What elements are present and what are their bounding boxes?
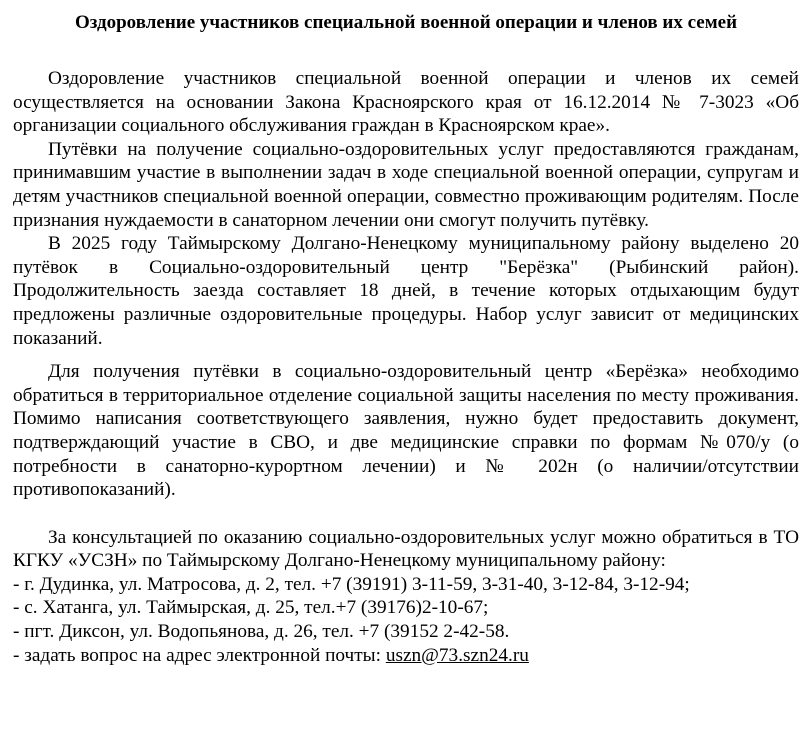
contact-line-khatanga: - с. Хатанга, ул. Таймырская, д. 25, тел.+7 (39176)2-10-67; xyxy=(13,597,489,619)
spacer xyxy=(13,350,799,360)
paragraph-eligibility: Путёвки на получение социально-оздоровительных услуг предоставляются гражданам, принимавшим участие в выполнении задач в ходе специальной военной операции, супругам и детям участников специальной военной операции, совместно проживающим родителям. После признания нуждаемости в санаторном лечении они смогут получить путёвку. xyxy=(13,138,799,231)
paragraph-documents: Для получения путёвки в социально-оздоровительный центр «Берёзка» необходимо обратиться в территориальное отделение социальной защиты населения по месту проживания. Помимо написания соответствующего заявления, нужно будет предоставить документ, подтверждающий участие в СВО, и две медицинские справки по формам №070/у (о потребности в санаторно-курортном лечении) и № 202н (о наличии/отсутствии противопоказаний). xyxy=(13,361,799,501)
contact-line-dikson: - пгт. Диксон, ул. Водопьянова, д. 26, тел. +7 (39152 2-42-58. xyxy=(13,621,510,643)
contact-line-dudinka: - г. Дудинка, ул. Матросова, д. 2, тел. +7 (39191) 3-11-59, 3-31-40, 3-12-84, 3-12-94; xyxy=(13,573,690,595)
paragraph-allocation: В 2025 году Таймырскому Долгано-Ненецкому муниципальному району выделено 20 путёвок в Социально-оздоровительный центр "Берёзка" (Рыбинский район). Продолжительность заезда составляет 18 дней, в течение которых отдыхающим будут предложены различные оздоровительные процедуры. Набор услуг зависит от медицинских показаний. xyxy=(13,233,799,349)
email-link[interactable]: uszn@73.szn24.ru xyxy=(385,644,529,666)
email-prefix: - задать вопрос на адрес электронной почты: xyxy=(13,644,386,666)
spacer xyxy=(13,502,799,526)
contacts-block xyxy=(13,526,799,668)
contacts-intro: За консультацией по оказанию социально-оздоровительных услуг можно обратиться в ТО КГКУ «УСЗН» по Таймырскому Долгано-Ненецкому муниципальному району: xyxy=(13,526,799,572)
contact-line-email xyxy=(13,644,799,668)
page-title: Оздоровление участников специальной военной операции и членов их семей xyxy=(74,12,738,33)
paragraph-legal-basis: Оздоровление участников специальной военной операции и членов их семей осуществляется на основании Закона Красноярского края от 16.12.2014 № 7-3023 «Об организации социального обслуживания граждан в Красноярском крае». xyxy=(13,68,799,137)
